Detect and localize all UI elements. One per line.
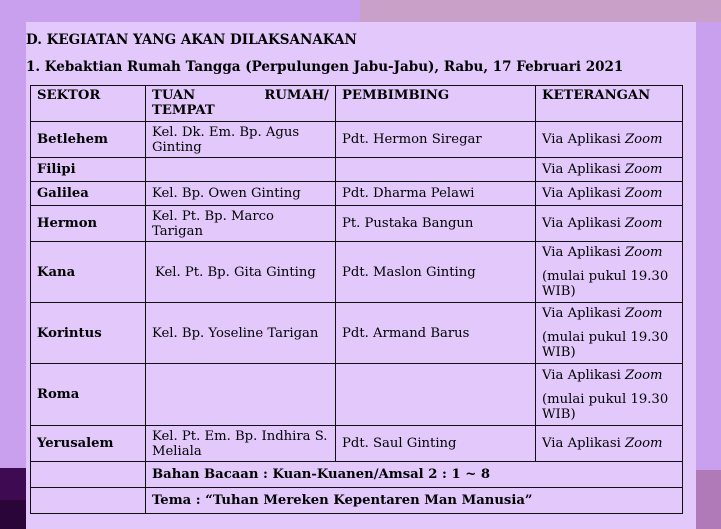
cell-pembimbing: Pdt. Armand Barus <box>336 303 536 364</box>
header-tuan-rumah <box>146 86 336 122</box>
keterangan-time: (mulai pukul 19.30 WIB) <box>542 330 669 360</box>
tema: Tema : “Tuhan Mereken Kepentaren Man Manusia” <box>146 488 683 514</box>
cell-keterangan <box>536 242 683 303</box>
keterangan-zoom: Zoom <box>625 245 663 260</box>
keterangan-time: (mulai pukul 19.30 WIB) <box>542 391 669 422</box>
cell-pembimbing: Pdt. Maslon Ginting <box>336 242 536 303</box>
cell-pembimbing <box>336 158 536 182</box>
cell-pembimbing: Pdt. Hermon Siregar <box>336 122 536 158</box>
cell-sektor: Filipi <box>31 158 146 182</box>
keterangan-zoom: Zoom <box>625 216 663 231</box>
cell-keterangan <box>536 158 683 182</box>
cell-sektor: Korintus <box>31 303 146 364</box>
header-sektor: SEKTOR <box>31 86 146 122</box>
cell-tuan-rumah: Kel. Dk. Em. Bp. Agus Ginting <box>146 122 336 158</box>
table-header-row <box>31 86 683 122</box>
header-rumah-word: RUMAH/ <box>264 88 329 103</box>
table-row <box>31 158 683 182</box>
table-row <box>31 364 683 426</box>
table-row <box>31 242 683 303</box>
table-row <box>31 182 683 206</box>
cell-keterangan <box>536 122 683 158</box>
background-band-left-lower <box>0 500 26 529</box>
keterangan-zoom: Zoom <box>625 186 663 201</box>
bahan-bacaan: Bahan Bacaan : Kuan-Kuanen/Amsal 2 : 1 ~ 8 <box>146 462 683 488</box>
header-tuan-word: TUAN <box>152 88 196 103</box>
cell-sektor: Hermon <box>31 206 146 242</box>
table-row <box>31 206 683 242</box>
cell-tuan-rumah: Kel. Bp. Owen Ginting <box>146 182 336 206</box>
table-row <box>31 122 683 158</box>
header-keterangan: KETERANGAN <box>536 86 683 122</box>
keterangan-zoom: Zoom <box>625 306 663 321</box>
cell-keterangan <box>536 206 683 242</box>
section-title: D. KEGIATAN YANG AKAN DILAKSANAKAN <box>26 32 357 48</box>
cell-pembimbing: Pt. Pustaka Bangun <box>336 206 536 242</box>
cell-sektor: Galilea <box>31 182 146 206</box>
keterangan-zoom: Zoom <box>625 436 663 451</box>
cell-tuan-rumah: Kel. Pt. Bp. Marco Tarigan <box>146 206 336 242</box>
table-row <box>31 426 683 462</box>
header-pembimbing: PEMBIMBING <box>336 86 536 122</box>
cell-keterangan <box>536 303 683 364</box>
keterangan-time: (mulai pukul 19.30 WIB) <box>542 269 669 299</box>
cell-tuan-rumah: Kel. Pt. Em. Bp. Indhira S. Meliala <box>146 426 336 462</box>
table-row <box>31 303 683 364</box>
keterangan-via: Via Aplikasi <box>542 216 621 231</box>
keterangan-via: Via Aplikasi <box>542 367 621 383</box>
keterangan-via: Via Aplikasi <box>542 245 621 260</box>
cell-tuan-rumah: Kel. Bp. Yoseline Tarigan <box>146 303 336 364</box>
keterangan-via: Via Aplikasi <box>542 162 621 177</box>
table-row-bahan <box>31 462 683 488</box>
keterangan-zoom: Zoom <box>625 162 663 177</box>
schedule-table <box>30 85 683 514</box>
keterangan-via: Via Aplikasi <box>542 132 621 147</box>
cell-tuan-rumah: Kel. Pt. Bp. Gita Ginting <box>146 242 336 303</box>
cell-sektor: Kana <box>31 242 146 303</box>
keterangan-via: Via Aplikasi <box>542 306 621 321</box>
cell-empty <box>31 488 146 514</box>
header-tempat-word: TEMPAT <box>152 103 215 118</box>
cell-sektor: Roma <box>31 364 146 426</box>
cell-sektor: Yerusalem <box>31 426 146 462</box>
cell-keterangan <box>536 364 683 426</box>
cell-keterangan <box>536 426 683 462</box>
cell-tuan-rumah <box>146 364 336 426</box>
background-band-top <box>360 0 721 22</box>
cell-pembimbing: Pdt. Dharma Pelawi <box>336 182 536 206</box>
keterangan-zoom: Zoom <box>625 367 663 383</box>
background-band-right <box>696 470 721 529</box>
cell-tuan-rumah <box>146 158 336 182</box>
document-page <box>26 22 696 529</box>
cell-keterangan <box>536 182 683 206</box>
cell-empty <box>31 462 146 488</box>
keterangan-via: Via Aplikasi <box>542 186 621 201</box>
table-row-tema <box>31 488 683 514</box>
cell-sektor: Betlehem <box>31 122 146 158</box>
item-title: 1. Kebaktian Rumah Tangga (Perpulungen Jabu-Jabu), Rabu, 17 Februari 2021 <box>26 59 624 75</box>
keterangan-via: Via Aplikasi <box>542 436 621 451</box>
keterangan-zoom: Zoom <box>625 132 663 147</box>
cell-pembimbing: Pdt. Saul Ginting <box>336 426 536 462</box>
cell-pembimbing <box>336 364 536 426</box>
